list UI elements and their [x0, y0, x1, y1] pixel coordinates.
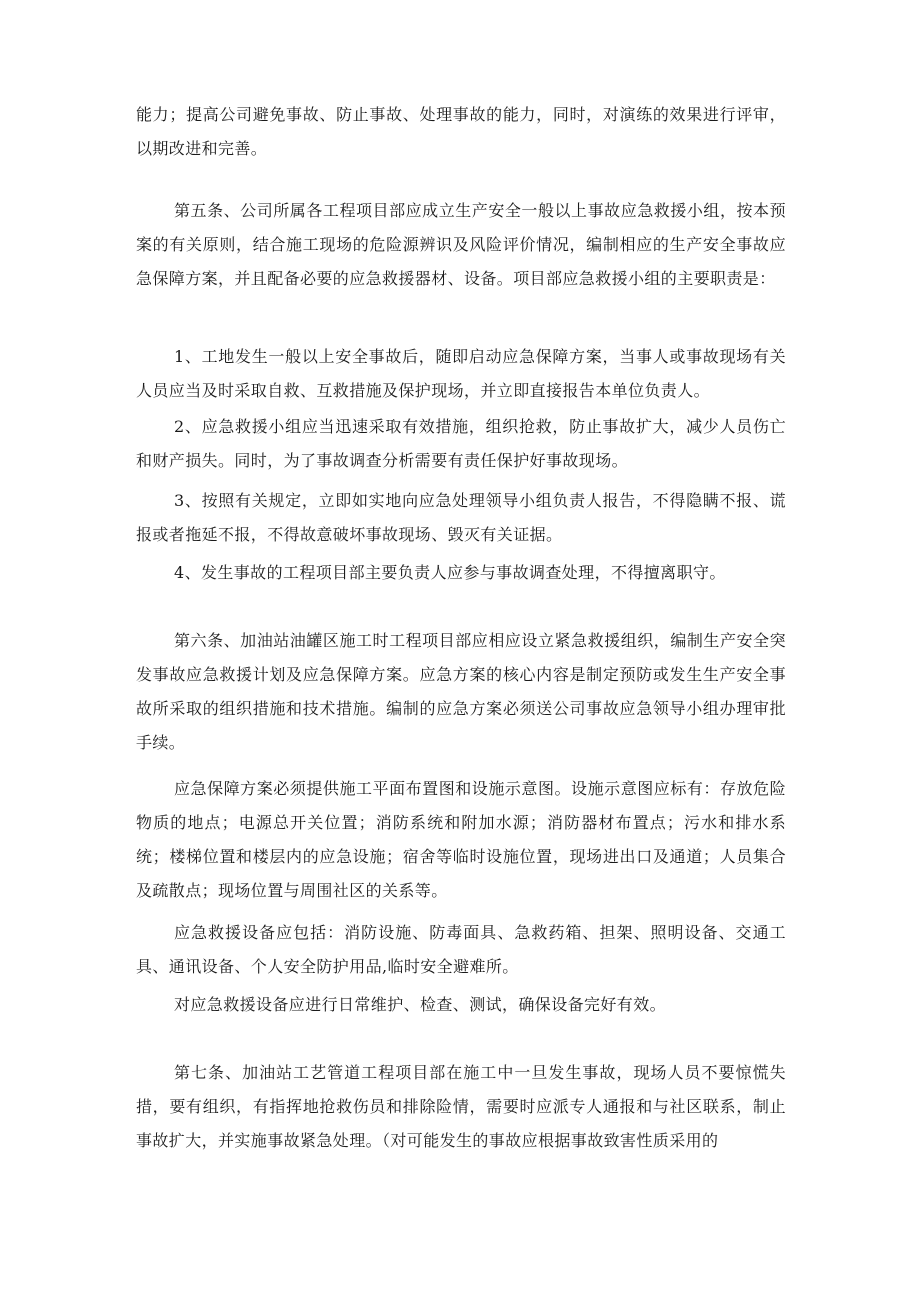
paragraph-article-6: 第六条、加油站油罐区施工时工程项目部应相应设立紧急救援组织，编制生产安全突发事故应急救援计划及应急保障方案。应急方案的核心内容是制定预防或发生生产安全事故所采取的组织措施和技术措施。编制的应急方案必须送公司事故应急领导小组办理审批手续。 [136, 631, 786, 752]
paragraph-article-6-plan-requirements: 应急保障方案必须提供施工平面布置图和设施示意图。设施示意图应标有：存放危险物质的地点；电源总开关位置；消防系统和附加水源；消防器材布置点；污水和排水系统；楼梯位置和楼层内的应急设施；宿舍等临时设施位置，现场进出口及通道；人员集合及疏散点；现场位置与周围社区的关系等。 [136, 779, 786, 900]
paragraph-article-5-item-2: 2、应急救援小组应当迅速采取有效措施，组织抢救，防止事故扩大，减少人员伤亡和财产损失。同时，为了事故调查分析需要有责任保护好事故现场。 [136, 417, 786, 470]
paragraph-article-6-maintenance: 对应急救援设备应进行日常维护、检查、测试，确保设备完好有效。 [174, 995, 667, 1014]
paragraph-article-5-item-3: 3、按照有关规定，立即如实地向应急处理领导小组负责人报告，不得隐瞒不报、谎报或者拖延不报，不得故意破坏事故现场、毁灭有关证据。 [136, 491, 786, 544]
paragraph-article-6-equipment: 应急救援设备应包括：消防设施、防毒面具、急救药箱、担架、照明设备、交通工具、通讯设备、个人安全防护用品,临时安全避难所。 [136, 923, 786, 976]
paragraph-article-7: 第七条、加油站工艺管道工程项目部在施工中一旦发生事故，现场人员不要惊慌失措，要有组织，有指挥地抢救伤员和排除险情，需要时应派专人通报和与社区联系，制止事故扩大，并实施事故紧急处理。（对可能发生的事故应根据事故致害性质采用的 [136, 1063, 786, 1150]
paragraph-1: 能力；提高公司避免事故、防止事故、处理事故的能力，同时，对演练的效果进行评审，以期改进和完善。 [136, 105, 786, 158]
paragraph-article-5: 第五条、公司所属各工程项目部应成立生产安全一般以上事故应急救援小组，按本预案的有关原则，结合施工现场的危险源辨识及风险评价情况，编制相应的生产安全事故应急保障方案，并且配备必要的应急救援器材、设备。项目部应急救援小组的主要职责是： [136, 201, 786, 288]
paragraph-article-5-item-4: 4、发生事故的工程项目部主要负责人应参与事故调查处理，不得擅离职守。 [174, 563, 726, 582]
paragraph-article-5-item-1: 1、工地发生一般以上安全事故后，随即启动应急保障方案，当事人或事故现场有关人员应当及时采取自救、互救措施及保护现场，并立即直接报告本单位负责人。 [136, 347, 786, 400]
